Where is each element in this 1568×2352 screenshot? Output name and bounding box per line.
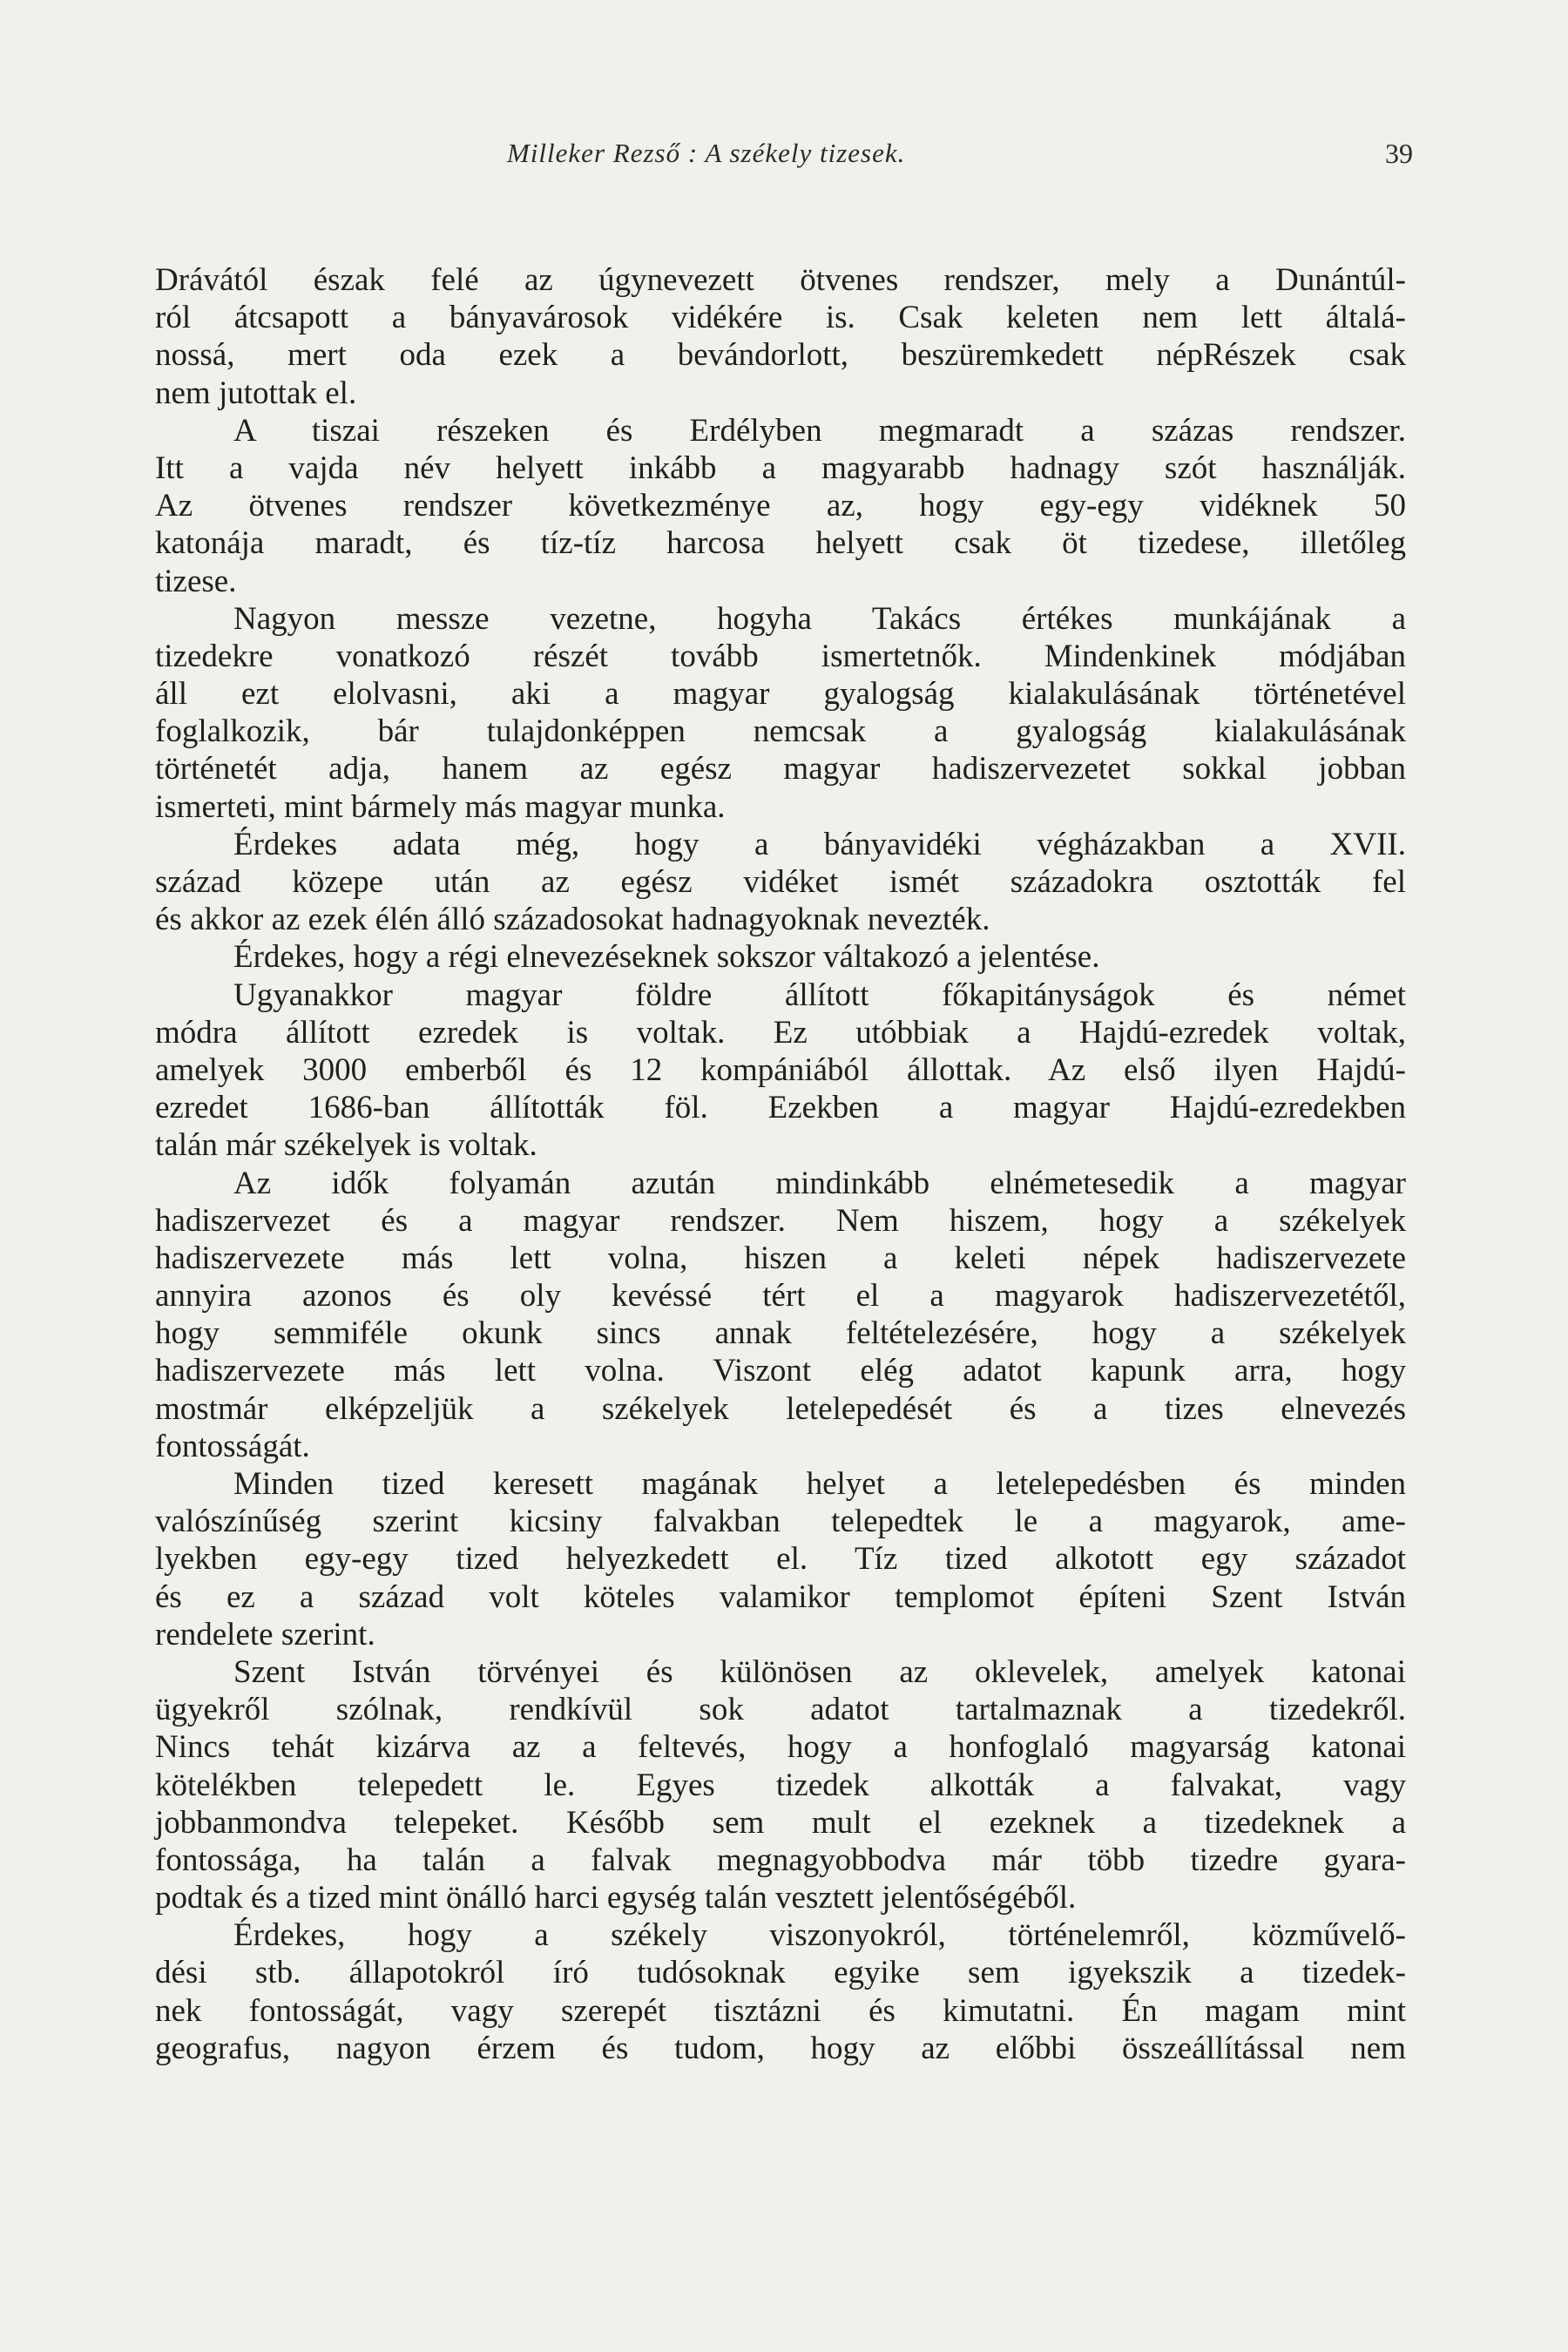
text-line: Érdekes, hogy a régi elnevezéseknek sokszor váltakozó a jelentése.: [233, 939, 1100, 976]
text-line: annyira azonos és oly kevéssé tért el a magyarok hadiszervezetétől,: [155, 1278, 1406, 1315]
text-line: nek fontosságát, vagy szerepét tisztázni és kimutatni. Én magam mint: [155, 1992, 1406, 2029]
page-header: [507, 138, 1413, 176]
text-line: történetét adja, hanem az egész magyar hadiszervezetet sokkal jobban: [155, 751, 1406, 787]
text-line: hadiszervezete más lett volna, hiszen a keleti népek hadiszervezete: [155, 1240, 1406, 1276]
text-line: Az idők folyamán azután mindinkább elnémetesedik a magyar: [233, 1165, 1406, 1201]
text-line: Érdekes adata még, hogy a bányavidéki végházakban a XVII.: [233, 826, 1406, 862]
paragraph-7: [155, 1165, 1406, 1466]
text-line: fontossága, ha talán a falvak megnagyobbodva már több tizedre gyara-: [155, 1842, 1406, 1878]
text-line: Nagyon messze vezetne, hogyha Takács értékes munkájának a: [233, 600, 1406, 637]
text-line: tizese.: [155, 563, 237, 599]
text-line: jobbanmondva telepeket. Később sem mult el ezeknek a tizedeknek a: [155, 1804, 1406, 1841]
text-line: nossá, mert oda ezek a bevándorlott, beszüremkedett népRészek csak: [155, 337, 1406, 374]
paragraph-9: [155, 1653, 1406, 1916]
text-line: fontosságát.: [155, 1428, 310, 1464]
text-line: foglalkozik, bár tulajdonképpen nemcsak a gyalogság kialakulásának: [155, 713, 1406, 750]
text-line: lyekben egy-egy tized helyezkedett el. Tíz tized alkotott egy századot: [155, 1541, 1406, 1578]
text-line: rendelete szerint.: [155, 1616, 375, 1652]
text-line: Ugyanakkor magyar földre állított főkapitányságok és német: [233, 977, 1406, 1013]
text-line: ismerteti, mint bármely más magyar munka.: [155, 788, 726, 825]
text-line: hadiszervezet és a magyar rendszer. Nem hiszem, hogy a székelyek: [155, 1202, 1406, 1239]
text-line: valószínűség szerint kicsiny falvakban telepedtek le a magyarok, ame-: [155, 1504, 1406, 1540]
text-line: katonája maradt, és tíz-tíz harcosa helyett csak öt tizedese, illetőleg: [155, 525, 1406, 562]
text-line: nem jutottak el.: [155, 375, 357, 411]
text-line: módra állított ezredek is voltak. Ez utóbbiak a Hajdú-ezredek voltak,: [155, 1014, 1406, 1051]
text-line: Nincs tehát kizárva az a feltevés, hogy a honfoglaló magyarság katonai: [155, 1729, 1406, 1766]
text-line: amelyek 3000 emberből és 12 kompániából állottak. Az első ilyen Hajdú-: [155, 1051, 1406, 1088]
body-text: [155, 261, 1406, 2067]
text-line: Drávától észak felé az úgynevezett ötvenes rendszer, mely a Dunántúl-: [155, 262, 1406, 298]
text-line: A tiszai részeken és Erdélyben megmaradt a százas rendszer.: [233, 412, 1406, 449]
text-line: század közepe után az egész vidéket ismét századokra osztották fel: [155, 864, 1406, 900]
text-line: Az ötvenes rendszer következménye az, hogy egy-egy vidéknek 50: [155, 488, 1406, 524]
paragraph-4: [155, 826, 1406, 939]
text-line: és ez a század volt köteles valamikor templomot építeni Szent István: [155, 1578, 1406, 1615]
page-number: 39: [1385, 138, 1413, 169]
paragraph-10: [155, 1916, 1406, 2067]
paragraph-5: [155, 938, 1406, 976]
text-line: talán már székelyek is voltak.: [155, 1127, 537, 1164]
paragraph-8: [155, 1465, 1406, 1653]
text-line: Érdekes, hogy a székely viszonyokról, történelemről, közművelő-: [233, 1917, 1406, 1954]
paragraph-3: [155, 600, 1406, 826]
text-line: geografus, nagyon érzem és tudom, hogy az előbbi összeállítással nem: [155, 2030, 1406, 2066]
text-line: ezredet 1686-ban állították föl. Ezekben a magyar Hajdú-ezredekben: [155, 1090, 1406, 1126]
paragraph-2: [155, 412, 1406, 600]
text-line: kötelékben telepedett le. Egyes tizedek alkották a falvakat, vagy: [155, 1767, 1406, 1803]
running-head: Milleker Rezső : A székely tizesek.: [507, 138, 906, 168]
paragraph-1: [155, 261, 1406, 412]
paragraph-6: [155, 977, 1406, 1165]
text-line: mostmár elképzeljük a székelyek letelepedését és a tizes elnevezés: [155, 1390, 1406, 1427]
text-line: tizedekre vonatkozó részét tovább ismertetnők. Mindenkinek módjában: [155, 638, 1406, 674]
text-line: dési stb. állapotokról író tudósoknak egyike sem igyekszik a tizedek-: [155, 1955, 1406, 1991]
text-line: Itt a vajda név helyett inkább a magyarabb hadnagy szót használják.: [155, 449, 1406, 486]
text-line: ról átcsapott a bányavárosok vidékére is. Csak keleten nem lett általá-: [155, 300, 1406, 336]
text-line: áll ezt elolvasni, aki a magyar gyalogság kialakulásának történetével: [155, 676, 1406, 713]
text-line: ügyekről szólnak, rendkívül sok adatot tartalmaznak a tizedekről.: [155, 1692, 1406, 1728]
text-line: és akkor az ezek élén álló századosokat hadnagyoknak nevezték.: [155, 902, 990, 938]
text-line: podtak és a tized mint önálló harci egység talán vesztett jelentőségéből.: [155, 1880, 1077, 1916]
text-line: hogy semmiféle okunk sincs annak feltételezésére, hogy a székelyek: [155, 1315, 1406, 1352]
text-line: Szent István törvényei és különösen az oklevelek, amelyek katonai: [233, 1653, 1406, 1690]
text-line: Minden tized keresett magának helyet a letelepedésben és minden: [233, 1466, 1406, 1502]
text-line: hadiszervezete más lett volna. Viszont elég adatot kapunk arra, hogy: [155, 1353, 1406, 1389]
